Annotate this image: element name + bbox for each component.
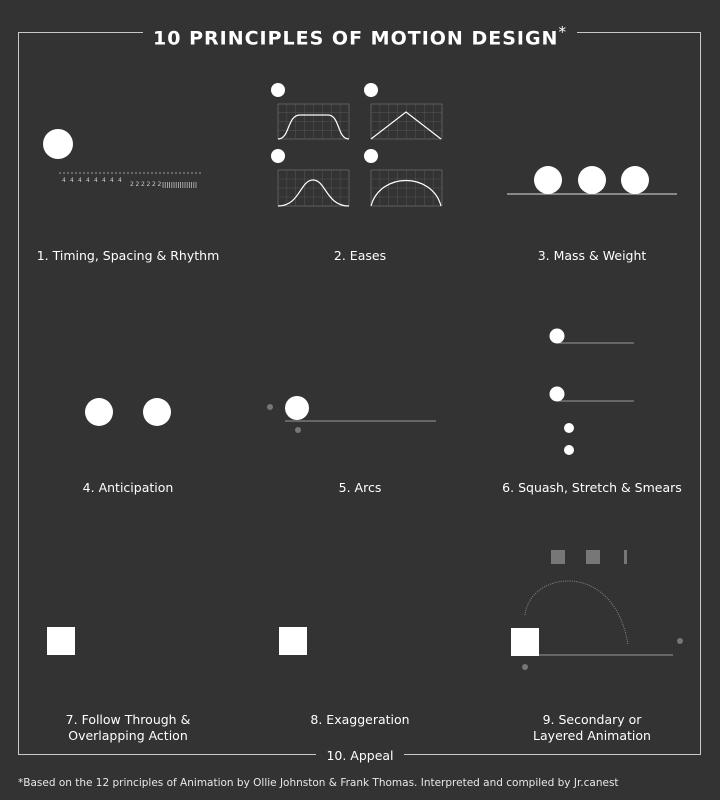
principle-label-2: 2. Eases: [333, 248, 387, 263]
principle-label-4: 4. Anticipation: [82, 480, 174, 495]
ease-curve-2: [371, 112, 441, 139]
ease-curve-4: [371, 181, 441, 207]
secondary-gray-square-2: [586, 550, 600, 564]
principle-label-7-line2: Overlapping Action: [68, 728, 188, 743]
principle-label-7: [8, 712, 248, 744]
squash-ball-2: [550, 387, 565, 402]
timing-number: 4: [94, 177, 98, 184]
timing-number: 2: [146, 181, 151, 188]
eases-illustration: [271, 83, 442, 206]
ease-ball-3: [271, 149, 285, 163]
exaggeration-square: [279, 627, 307, 655]
follow-through-square: [47, 627, 75, 655]
ease-ball-2: [364, 83, 378, 97]
title-asterisk: *: [558, 23, 567, 41]
principle-label-9-line2: Layered Animation: [533, 728, 651, 743]
arc-ball: [285, 396, 309, 420]
ease-ball-4: [364, 149, 378, 163]
timing-number: 2: [130, 181, 134, 188]
timing-number: 4: [86, 177, 90, 184]
anticipation-ball-2: [143, 398, 171, 426]
principle-label-10-wrap: [0, 745, 720, 765]
secondary-gray-bar: [624, 550, 627, 564]
mass-ball-2: [578, 166, 606, 194]
principle-label-9-line1: 9. Secondary or: [542, 712, 642, 727]
squash-stretch-illustration: [550, 329, 635, 456]
secondary-square: [511, 628, 539, 656]
timing-number: 4: [102, 177, 106, 184]
principle-label-5: 5. Arcs: [338, 480, 382, 495]
anticipation-ball-1: [85, 398, 113, 426]
timing-ball: [43, 129, 73, 159]
timing-number: 2: [157, 181, 162, 188]
mass-ball-1: [534, 166, 562, 194]
timing-numbers-row1: [62, 177, 122, 184]
squash-ball-1: [550, 329, 565, 344]
timing-illustration: [43, 129, 200, 188]
secondary-gray-square-1: [551, 550, 565, 564]
arc-dot-small-2: [295, 427, 301, 433]
secondary-dot-1: [677, 638, 683, 644]
principle-label-8: 8. Exaggeration: [310, 712, 410, 727]
secondary-dot-2: [522, 664, 528, 670]
footnote: *Based on the 12 principles of Animation by Ollie Johnston & Frank Thomas. Interpreted and compiled by Jr.canest: [18, 777, 619, 789]
arcs-illustration: [267, 396, 436, 433]
squash-ball-4: [564, 445, 574, 455]
ease-ball-1: [271, 83, 285, 97]
secondary-illustration: [511, 550, 683, 670]
mass-weight-illustration: [507, 166, 677, 194]
mass-ball-3: [621, 166, 649, 194]
principle-label-1: 1. Timing, Spacing & Rhythm: [36, 248, 220, 263]
timing-number: 4: [62, 177, 66, 184]
principle-label-6: 6. Squash, Stretch & Smears: [502, 480, 682, 495]
timing-number: 4: [118, 177, 122, 184]
timing-number: 2: [152, 181, 156, 188]
timing-number: 2: [141, 181, 145, 188]
timing-number: 4: [110, 177, 114, 184]
principle-label-7-line1: 7. Follow Through &: [65, 712, 191, 727]
timing-number: 4: [70, 177, 74, 184]
squash-ball-3: [564, 423, 574, 433]
principle-label-9: [472, 712, 712, 744]
title-text: 10 PRINCIPLES OF MOTION DESIGN: [153, 27, 559, 50]
arc-dot-small-1: [267, 404, 273, 410]
timing-number: 4: [78, 177, 82, 184]
anticipation-illustration: [85, 398, 171, 426]
principle-label-3: 3. Mass & Weight: [537, 248, 647, 263]
principle-label-10: 10. Appeal: [316, 747, 403, 765]
timing-number: 2: [135, 181, 140, 188]
timing-numbers-row2: [130, 181, 162, 188]
secondary-arc: [525, 581, 628, 645]
